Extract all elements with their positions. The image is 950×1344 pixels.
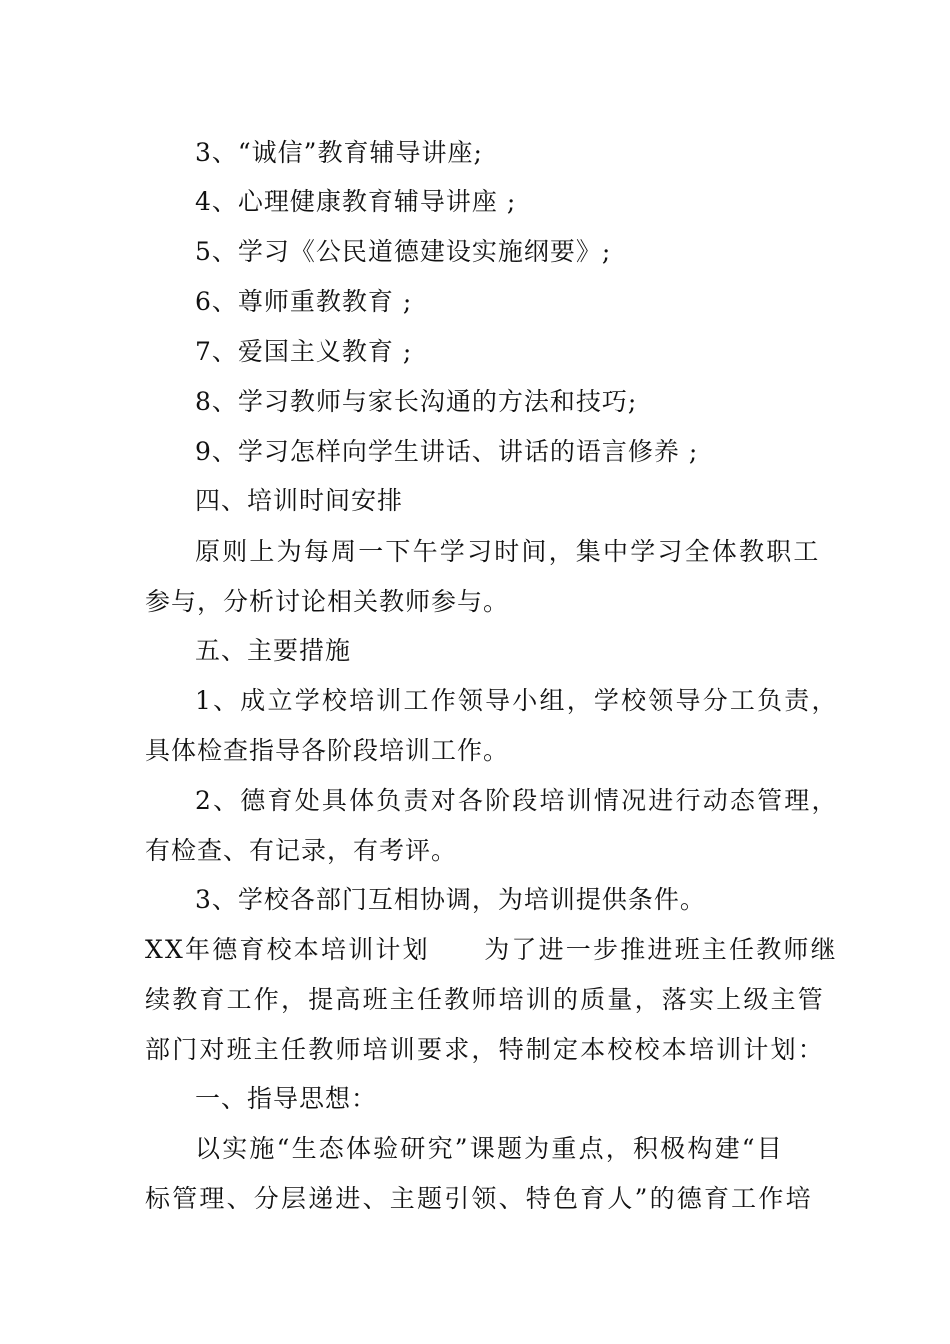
text-line: 具体检查指导各阶段培训工作。: [145, 736, 510, 765]
text-line: 参与，分析讨论相关教师参与。: [145, 587, 510, 616]
text-line: 部门对班主任教师培训要求，特制定本校校本培训计划：: [145, 1035, 826, 1064]
section-heading: 一、指导思想：: [195, 1084, 378, 1113]
text-line: 2、德育处具体负责对各阶段培训情况进行动态管理，: [195, 786, 839, 815]
text-line: 3、学校各部门互相协调，为培训提供条件。: [195, 885, 706, 914]
text-line: 原则上为每周一下午学习时间，集中学习全体教职工: [195, 537, 821, 566]
text-line: XX年德育校本培训计划 为了进一步推进班主任教师继: [145, 935, 838, 964]
text-line: 6、尊师重教教育 ;: [195, 287, 413, 316]
text-line: 8、学习教师与家长沟通的方法和技巧;: [195, 387, 638, 416]
text-line: 续教育工作，提高班主任教师培训的质量，落实上级主管: [145, 985, 826, 1014]
text-line: 标管理、分层递进、主题引领、特色育人”的德育工作培: [145, 1184, 813, 1213]
text-line: 以实施“生态体验研究”课题为重点，积极构建“目: [195, 1134, 784, 1163]
text-line: 3、“诚信”教育辅导讲座;: [195, 138, 483, 167]
text-line: 9、学习怎样向学生讲话、讲话的语言修养 ;: [195, 437, 699, 466]
text-line: 7、爱国主义教育 ;: [195, 337, 413, 366]
text-line: 5、学习《公民道德建设实施纲要》;: [195, 237, 612, 266]
section-heading: 五、主要措施: [195, 636, 352, 665]
text-line: 1、成立学校培训工作领导小组，学校领导分工负责，: [195, 686, 839, 715]
text-line: 有检查、有记录，有考评。: [145, 836, 458, 865]
text-line: 4、心理健康教育辅导讲座 ;: [195, 187, 517, 216]
section-heading: 四、培训时间安排: [195, 486, 404, 515]
